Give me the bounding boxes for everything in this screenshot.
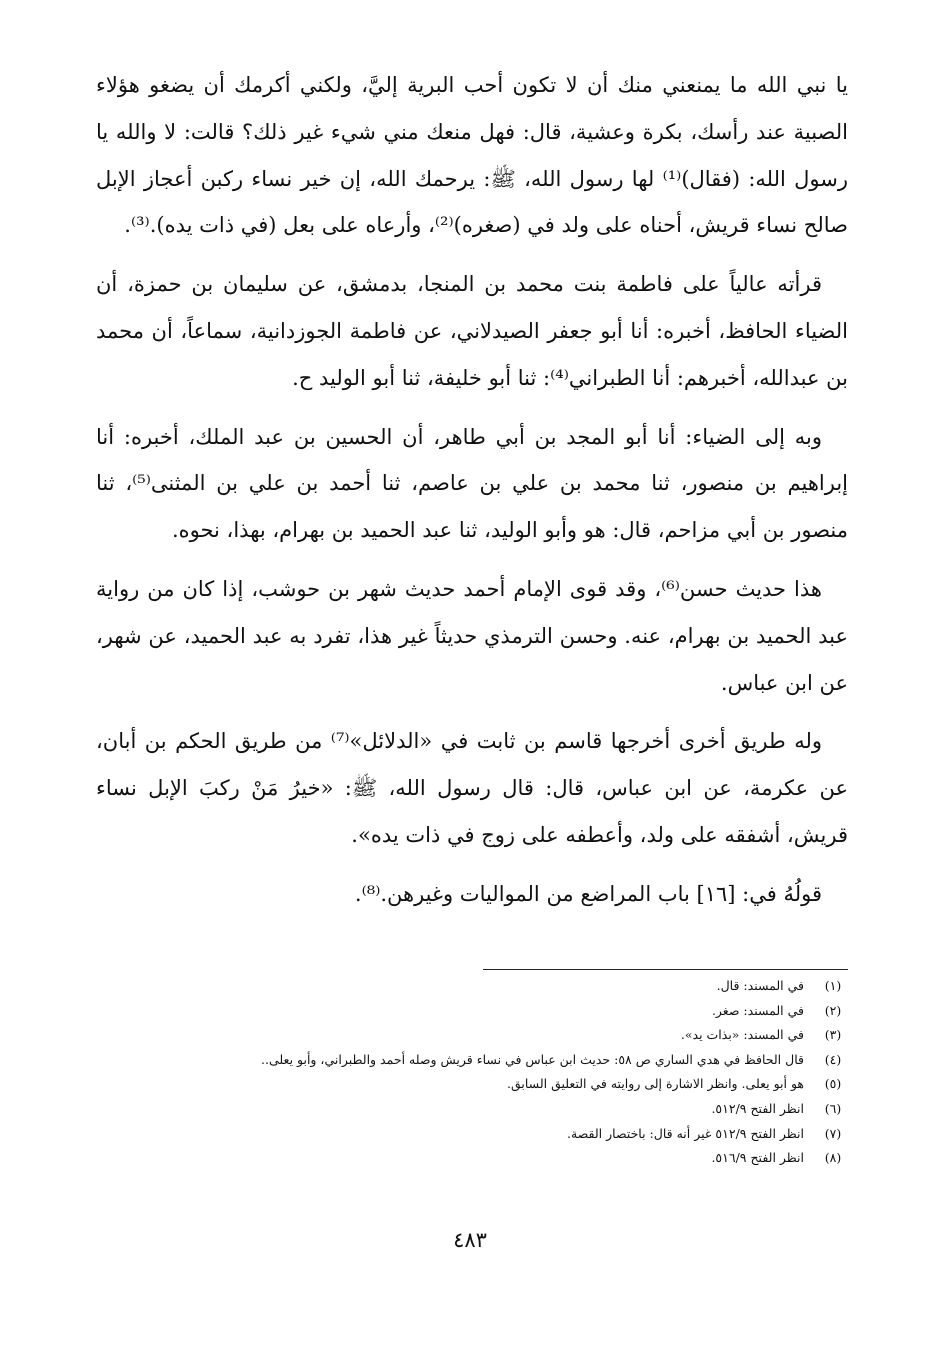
paragraph-3: وبه إلى الضياء: أنا أبو المجد بن أبي طاهر، أن الحسين بن عبد الملك، أخبره: أنا إبراهيم بن منصور، ثنا محمد بن علي بن عاصم، ثنا أحمد بن علي بن المثنى⁽⁵⁾، ثنا منصور بن أبي مزاحم، قال: هو وأبو الوليد، ثنا عبد الحميد بن بهرام، بهذا، نحوه.: [96, 424, 848, 543]
footnote-text: انظر الفتح ٥١٢/٩ غير أنه قال: باختصار القصة.: [567, 1125, 804, 1141]
footnote-text: في المسند: صغر.: [711, 1002, 804, 1018]
footnote-number: (٥): [824, 1076, 842, 1092]
footnote-text: انظر الفتح ٥١٦/٩.: [711, 1150, 804, 1166]
footnote-number: (٨): [824, 1150, 842, 1166]
main-text: [96, 62, 848, 930]
footnote-number: (٦): [824, 1100, 842, 1116]
footnote-number: (٧): [824, 1125, 842, 1141]
paragraph-2: قرأته عالياً على فاطمة بنت محمد بن المنجا، بدمشق، عن سليمان بن حمزة، أن الضياء الحافظ، أخبره: أنا أبو جعفر الصيدلاني، عن فاطمة الجوزدانية، سماعاً، أن محمد بن عبدالله، أخبرهم: أنا الطبراني⁽⁴⁾: ثنا أبو خليفة، ثنا أبو الوليد ح.: [96, 272, 848, 390]
chapter-heading: قولُهُ في: [١٦] باب المراضع من المواليات وغيرهن.⁽⁸⁾.: [354, 881, 822, 906]
paragraph-4: هذا حديث حسن⁽⁶⁾، وقد قوى الإمام أحمد حديث شهر بن حوشب، إذا كان من رواية عبد الحميد بن بهرام، عنه. وحسن الترمذي حديثاً غير هذا، تفرد به عبد الحميد، عن شهر، عن ابن عباس.: [96, 576, 848, 695]
footnote-text: قال الحافظ في هدي الساري ص ٥٨: حديث ابن عباس في نساء قريش وصله أحمد والطبراني، وأبو يعلى..: [261, 1051, 804, 1067]
footnote-text: في المسند: «بذات يد».: [680, 1027, 804, 1043]
footnote-1: [120, 974, 848, 999]
footnote-5: [120, 1072, 848, 1097]
footnote-8: [120, 1146, 848, 1171]
footnotes: [120, 974, 848, 1171]
footnote-text: في المسند: قال.: [716, 978, 804, 993]
paragraph-1: يا نبي الله ما يمنعني منك أن لا تكون أحب البرية إليَّ، ولكني أكرمك أن يضغو هؤلاء الصبية عند رأسك، بكرة وعشية، قال: فهل منعك مني شيء غير ذلك؟ قالت: لا والله يا رسول الله: (فقال)⁽¹⁾ لها رسول الله، ﷺ: يرحمك الله، إن خير نساء ركبن أعجاز الإبل صالح نساء قريش، أحناه على ولد في (صغره)⁽²⁾، وأرعاه على بعل (في ذات يده).⁽³⁾.: [96, 73, 849, 238]
footnote-number: (٢): [824, 1002, 842, 1018]
footnote-number: (٤): [824, 1051, 842, 1067]
page-number: ٤٨٣: [453, 1228, 487, 1252]
footnote-number: (١): [824, 978, 842, 993]
footnote-6: [120, 1097, 848, 1122]
paragraph-5: وله طريق أخرى أخرجها قاسم بن ثابت في «الدلائل»⁽⁷⁾ من طريق الحكم بن أبان، عن عكرمة، عن ابن عباس، قال: قال رسول الله، ﷺ: «خيرُ مَنْ ركبَ الإبل نساء قريش، أشفقه على ولد، وأعطفه على زوج في ذات يده».: [96, 729, 848, 847]
footnote-7: [120, 1122, 848, 1147]
footnote-2: [120, 999, 848, 1024]
footnote-text: هو أبو يعلى. وانظر الاشارة إلى روايته في التعليق السابق.: [507, 1076, 804, 1092]
footnote-3: [120, 1023, 848, 1048]
footnote-text: انظر الفتح ٥١٢/٩.: [711, 1100, 804, 1116]
footnote-number: (٣): [824, 1027, 842, 1043]
footnote-4: [120, 1048, 848, 1073]
footnote-separator: [483, 969, 848, 970]
